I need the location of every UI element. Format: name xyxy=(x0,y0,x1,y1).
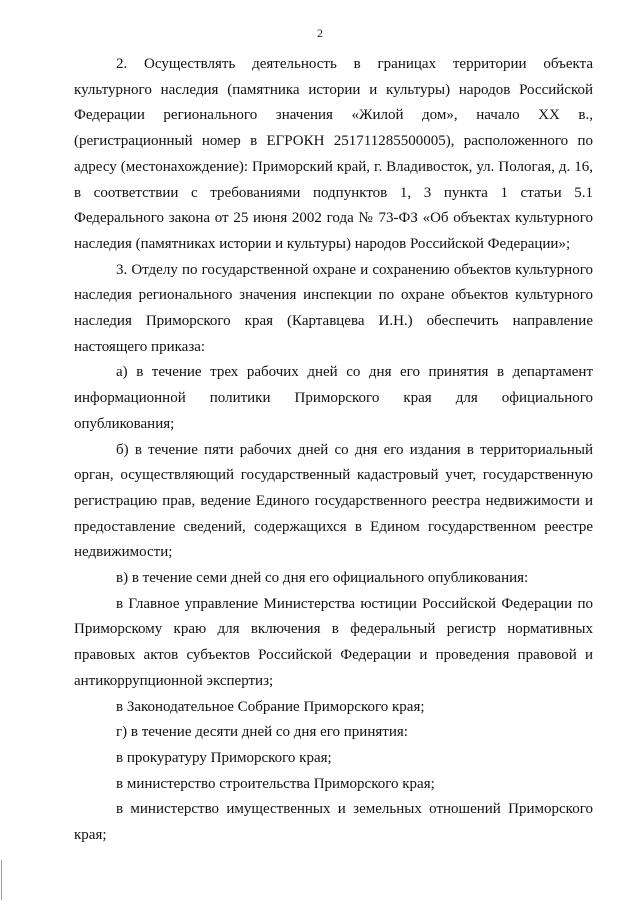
paragraph-subitem-g: г) в течение десяти дней со дня его принятия: xyxy=(116,724,408,741)
document-body xyxy=(74,52,593,849)
scan-edge-mark xyxy=(1,860,2,900)
paragraph-legislative-assembly: в Законодательное Собрание Приморского края; xyxy=(116,698,425,715)
paragraph-ministry-construction: в министерство строительства Приморского края; xyxy=(116,775,435,792)
paragraph-item-3: 3. Отделу по государственной охране и сохранению объектов культурного наследия регионального значения инспекции по охране объектов культурного наследия Приморского края (Картавцева И.Н.) обеспечить направление настоящего приказа: xyxy=(74,261,593,355)
paragraph-subitem-v: в) в течение семи дней со дня его официального опубликования: xyxy=(116,570,529,587)
paragraph-subitem-b: б) в течение пяти рабочих дней со дня его издания в территориальный орган, осуществляющий государственный кадастровый учет, государственную регистрацию прав, ведение Единого государственного реестра недвижимости и предоставление сведений, содержащихся в Едином государственном реестре недвижимости; xyxy=(74,441,593,561)
paragraph-ministry-property: в министерство имущественных и земельных отношений Приморского края; xyxy=(74,801,593,844)
paragraph-subitem-a: а) в течение трех рабочих дней со дня его принятия в департамент информационной политики Приморского края для официального опубликования; xyxy=(74,364,593,432)
paragraph-ministry-justice: в Главное управление Министерства юстиции Российской Федерации по Приморскому краю для включения в федеральный регистр нормативных правовых актов субъектов Российской Федерации и проведения правовой и антикоррупционной экспертиз; xyxy=(74,595,593,689)
paragraph-item-2: 2. Осуществлять деятельность в границах территории объекта культурного наследия (памятника истории и культуры) народов Российской Федерации регионального значения «Жилой дом», начало XX в., (регистрационный номер в ЕГРОКН 251711285500005), расположенного по адресу (местонахождение): Приморский край, г. Владивосток, ул. Пологая, д. 16, в соответствии с требованиями подпунктов 1, 3 пункта 1 статьи 5.1 Федерального закона от 25 июня 2002 года № 73-ФЗ «Об объектах культурного наследия (памятниках истории и культуры) народов Российской Федерации»; xyxy=(74,56,593,252)
paragraph-prosecutor: в прокуратуру Приморского края; xyxy=(116,749,332,766)
page-number: 2 xyxy=(317,26,323,40)
